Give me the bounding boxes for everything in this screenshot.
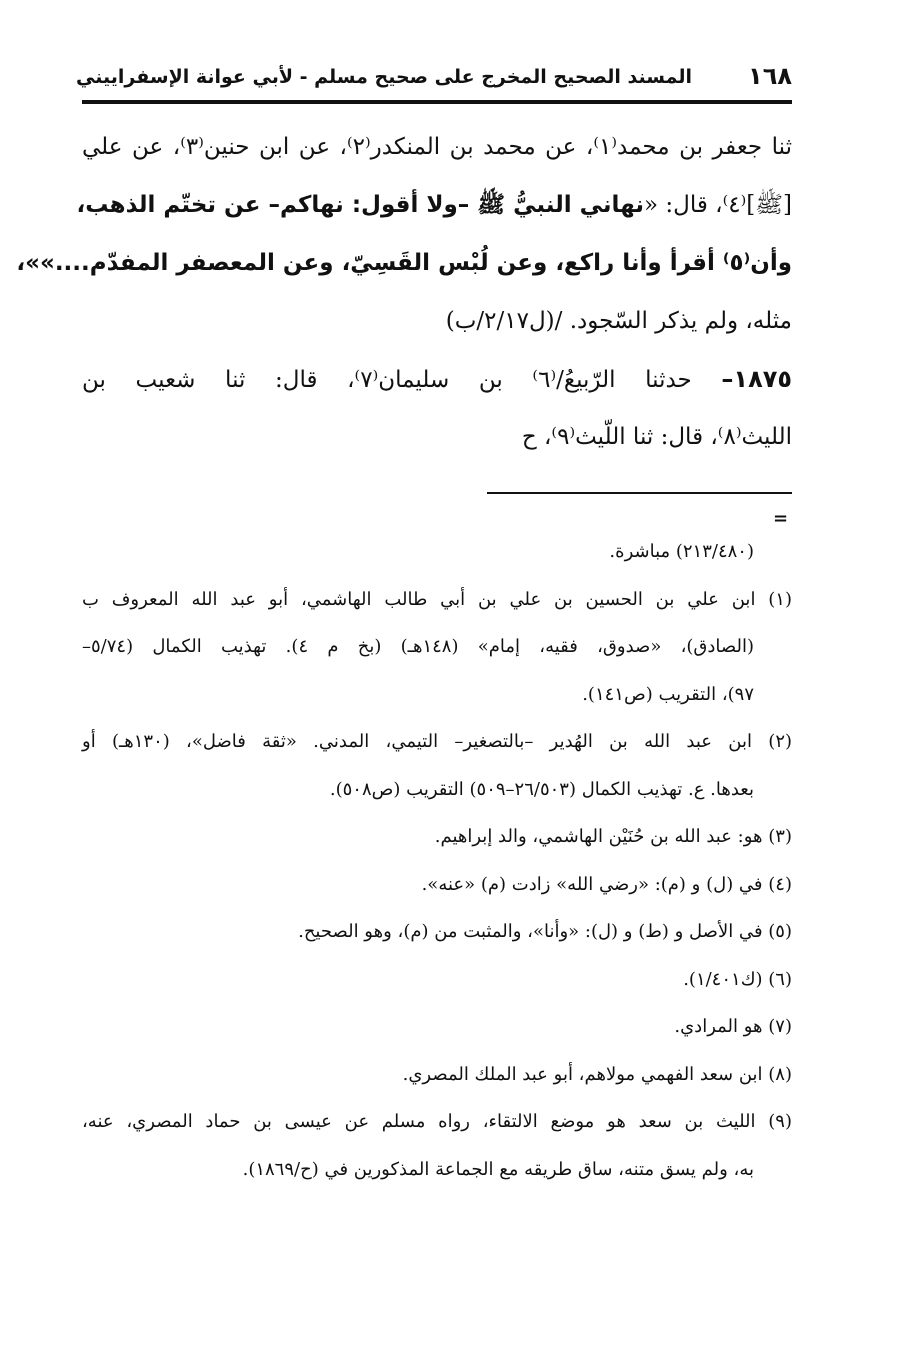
hadith-number: ١٨٧٥–	[721, 365, 793, 393]
text-line-5-body: حدثنا الرّبيعُ/⁽٦⁾ بن سليمان⁽٧⁾، قال: ثنا شعيب بن	[82, 367, 692, 393]
footnotes	[82, 528, 792, 1193]
footnote-line: (٣) هو: عبد الله بن حُنَيْن الهاشمي، والد إبراهيم.	[434, 826, 792, 847]
footnote-line: (٦) (ك١/٤٠١).	[683, 968, 792, 990]
text-line-2-start: [ﷺ]⁽٤⁾، قال: «	[644, 192, 792, 218]
footnote-line: به، ولم يسق متنه، ساق طريقه مع الجماعة المذكورين في (ح/١٨٦٩).	[242, 1158, 754, 1180]
footnote-line: (الصادق)، «صدوق، فقيه، إمام» (١٤٨هـ) (بخ م ٤). تهذيب الكمال (٥/٧٤–	[82, 636, 755, 657]
footnote-line: ٩٧)، التقريب (ص١٤١).	[582, 683, 754, 705]
hadith-quote-bold: نهاني النبيُّ ﷺ –ولا أقول: نهاكم– عن تختّم الذهب،	[76, 192, 645, 218]
footnote-line: (١) ابن علي بن الحسين بن علي بن أبي طالب الهاشمي، أبو عبد الله المعروف ب	[82, 588, 792, 610]
footnote-line: (٨) ابن سعد الفهمي مولاهم، أبو عبد الملك المصري.	[402, 1063, 792, 1085]
text-line-3	[16, 234, 792, 292]
page-number: ١٦٨	[748, 62, 792, 90]
header-rule	[82, 100, 792, 104]
text-line-1: ثنا جعفر بن محمد⁽١⁾، عن محمد بن المنكدر⁽٢⁾، عن ابن حنين⁽٣⁾، عن علي	[82, 134, 792, 160]
footnote-line: (٥) في الأصل و (ط) و (ل): «وأنا»، والمثبت من (م)، وهو الصحيح.	[298, 921, 792, 942]
hadith-quote-bold-cont: وأن⁽٥⁾ أقرأ وأنا راكع، وعن لُبْس القَسِيّ، وعن المعصفر المفدّم....»»،	[16, 250, 792, 276]
footnote-line: (٩) الليث بن سعد هو موضع الالتقاء، رواه مسلم عن عيسى بن حماد المصري، عنه،	[82, 1111, 792, 1132]
footnote-separator	[487, 492, 792, 494]
footnote-line: بعدها. ع. تهذيب الكمال (٢٦/٥٠٣–٥٠٩) التقريب (ص٥٠٨).	[329, 778, 754, 800]
footnote-continuation: (٢١٣/٤٨٠) مباشرة.	[609, 541, 754, 562]
text-line-6: الليث⁽٨⁾، قال: ثنا اللّيث⁽٩⁾، ح	[521, 424, 792, 450]
footnote-line: (٤) في (ل) و (م): «رضي الله» زادت (م) «عنه».	[421, 873, 792, 895]
book-title: المسند الصحيح المخرج على صحيح مسلم - لأبي عوانة الإسفراييني	[76, 66, 692, 88]
text-line-5	[82, 350, 792, 408]
text-line-2	[76, 176, 792, 234]
footnote-line: (٢) ابن عبد الله بن الهُدير –بالتصغير– التيمي، المدني. «ثقة فاضل»، (١٣٠هـ) أو	[82, 731, 793, 752]
continuation-mark: =	[773, 508, 789, 529]
text-line-4: مثله، ولم يذكر السّجود. /(ل٢/١٧/ب)	[445, 308, 792, 334]
page-header	[76, 62, 792, 98]
main-text	[16, 118, 793, 466]
footnote-line: (٧) هو المرادي.	[674, 1016, 792, 1037]
